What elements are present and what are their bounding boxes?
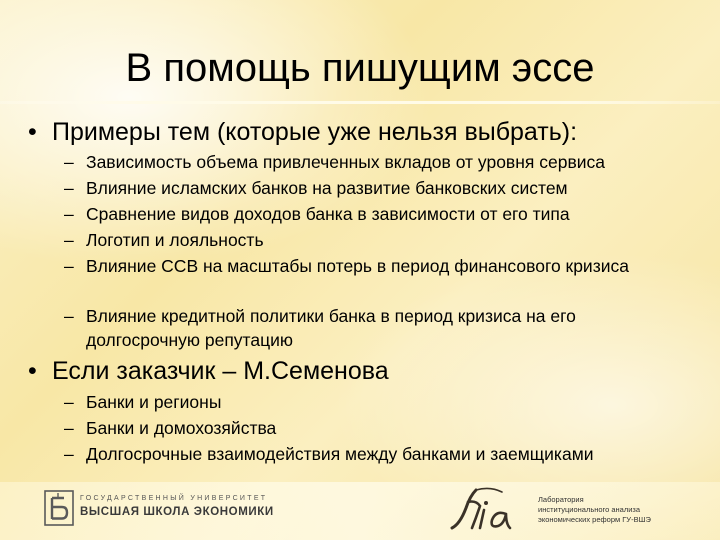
lab-caption xyxy=(538,495,651,525)
list-item-text: Долгосрочные взаимодействия между банками и заемщиками xyxy=(86,444,594,464)
bullet-icon: • xyxy=(28,118,37,146)
list-item xyxy=(64,416,694,440)
dash-icon: – xyxy=(64,230,74,250)
list-item-text: Банки и домохозяйства xyxy=(86,418,277,438)
list-item xyxy=(64,304,664,352)
list-item xyxy=(64,442,704,466)
list-item xyxy=(64,254,639,278)
title-rule xyxy=(0,101,720,104)
dash-icon: – xyxy=(64,204,74,224)
section-heading-text: Если заказчик – М.Семенова xyxy=(52,357,389,385)
university-line-2: ВЫСШАЯ ШКОЛА ЭКОНОМИКИ xyxy=(80,506,274,518)
dash-icon: – xyxy=(64,306,74,326)
lab-caption-line: Лаборатория xyxy=(538,495,584,504)
list-item xyxy=(64,228,694,252)
list-item-text: Логотип и лояльность xyxy=(86,230,264,250)
list-item-text: Влияние кредитной политики банка в период кризиса на его долгосрочную репутацию xyxy=(86,306,576,350)
lab-caption-line: институционального анализа xyxy=(538,505,641,514)
list-item-text: Влияние исламских банков на развитие банковских систем xyxy=(86,178,568,198)
slide-title: В помощь пишущим эссе xyxy=(125,46,595,90)
dash-icon: – xyxy=(64,178,74,198)
dash-icon: – xyxy=(64,256,74,276)
university-line-1: ГОСУДАРСТВЕННЫЙ УНИВЕРСИТЕТ xyxy=(80,495,268,502)
section-heading-text: Примеры тем (которые уже нельзя выбрать): xyxy=(52,118,578,146)
dash-icon: – xyxy=(64,152,74,172)
list-item-text: Зависимость объема привлеченных вкладов от уровня сервиса xyxy=(86,152,606,172)
list-item xyxy=(64,390,694,414)
dash-icon: – xyxy=(64,392,74,412)
list-item-text: Сравнение видов доходов банка в зависимости от его типа xyxy=(86,204,570,224)
dash-icon: – xyxy=(64,418,74,438)
bullet-icon: • xyxy=(28,357,37,385)
dash-icon: – xyxy=(64,444,74,464)
list-item-text: Банки и регионы xyxy=(86,392,222,412)
lab-caption-line: экономических реформ ГУ-ВШЭ xyxy=(538,515,651,524)
lab-logo-icon xyxy=(446,484,522,536)
footer xyxy=(0,482,720,540)
hse-emblem-icon xyxy=(44,490,74,526)
list-item xyxy=(64,202,694,226)
list-item xyxy=(64,176,694,200)
list-item xyxy=(64,150,694,174)
list-item-text: Влияние ССВ на масштабы потерь в период финансового кризиса xyxy=(86,256,629,276)
